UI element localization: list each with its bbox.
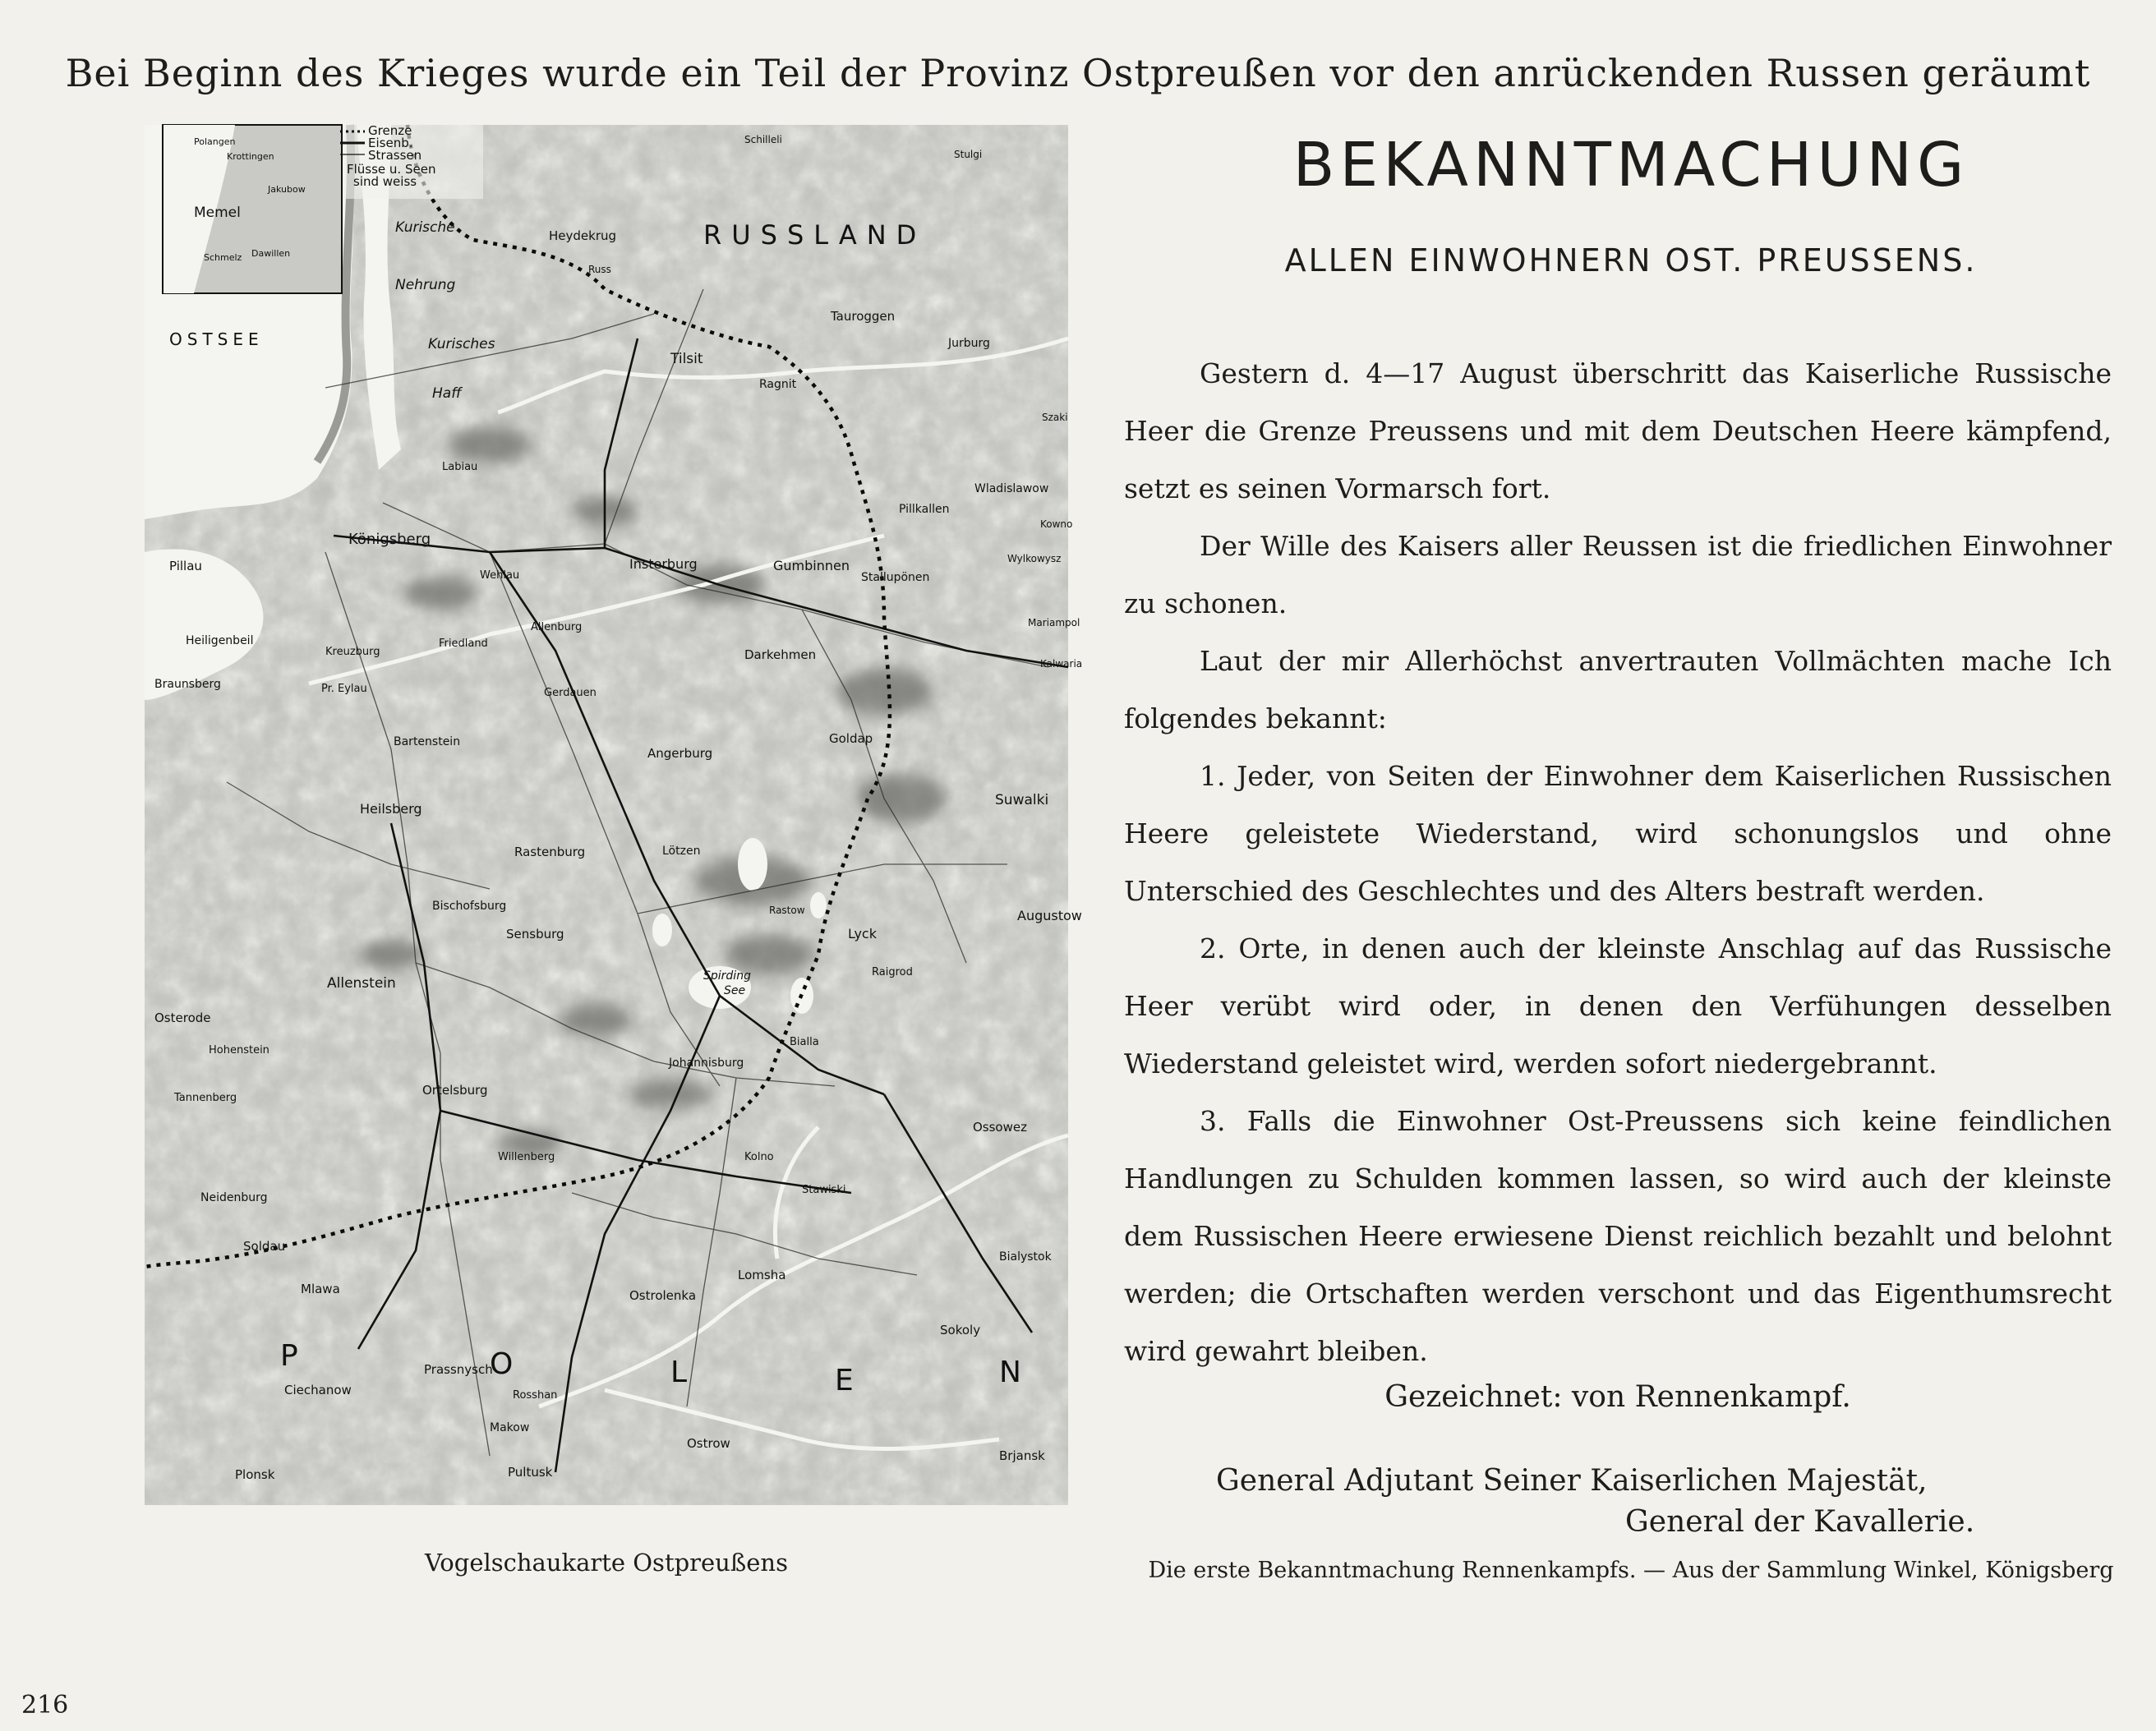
rank-line-2: General der Kavallerie. [1625, 1505, 1975, 1539]
inset-place: Jakubow [268, 184, 306, 195]
place-label: Kreuzburg [325, 646, 380, 658]
place-label: Wehlau [480, 569, 520, 582]
place-label: Rosshan [513, 1389, 558, 1402]
notice-body [1124, 345, 2112, 1380]
place-label: Königsberg [348, 531, 431, 548]
place-label: Rastenburg [514, 845, 586, 859]
nehrung-label-1: Kurische [395, 219, 455, 236]
bird-eye-map [145, 123, 1083, 1505]
place-label: Ragnit [759, 378, 797, 391]
place-label: Makow [490, 1421, 530, 1434]
place-label: Goldap [829, 731, 873, 746]
place-label: Stulgi [954, 149, 983, 160]
legend-grenze: Grenze [368, 123, 412, 138]
legend-note1: Flüsse u. Seen [347, 162, 436, 177]
inset-place: Schmelz [204, 252, 242, 263]
polen-letter: P [280, 1339, 298, 1373]
polen-letter: O [490, 1347, 514, 1381]
notice-paragraph: 1. Jeder, von Seiten der Einwohner dem Kaiserlichen Russischen Heere geleistete Wiederstand, wird schonungslos und ohne Unterschied des Geschlechtes und des Alters bestraft werden. [1124, 760, 2112, 907]
place-label: Kowno [1040, 518, 1073, 530]
place-label: Augustow [1017, 908, 1082, 923]
russland-label: RUSSLAND [703, 219, 927, 251]
place-label: Hohenstein [209, 1044, 270, 1057]
place-label: Raigrod [872, 966, 913, 978]
place-label: Bialla [790, 1036, 819, 1048]
place-label: Tilsit [670, 351, 703, 367]
place-label: Pillau [169, 559, 202, 573]
place-label: Prassnysch [424, 1362, 493, 1377]
place-label: Pultusk [508, 1465, 553, 1480]
place-label: Lyck [848, 926, 877, 941]
notice-title: BEKANNTMACHUNG [1292, 130, 1969, 200]
place-label: Neidenburg [200, 1191, 268, 1204]
place-label: Labiau [442, 461, 478, 473]
place-label: Tannenberg [174, 1092, 237, 1104]
place-label: Gumbinnen [773, 558, 850, 573]
place-label: Wladislawow [974, 482, 1049, 495]
ostsee-label: OSTSEE [169, 329, 264, 349]
place-label: Gerdauen [544, 687, 597, 699]
haff-label-2: Haff [432, 385, 462, 402]
inset-place: Krottingen [227, 151, 274, 162]
inset-place: Dawillen [251, 248, 291, 259]
polen-letter: N [999, 1356, 1021, 1389]
place-label: Ciechanow [284, 1383, 352, 1397]
map-caption: Vogelschaukarte Ostpreußens [425, 1549, 788, 1577]
legend-note2: sind weiss [353, 174, 417, 189]
legend-strassen: Strassen [368, 148, 422, 163]
place-label: Heiligenbeil [186, 634, 254, 647]
notice-paragraph: 2. Orte, in denen auch der kleinste Anschlag auf das Russische Heer verübt wird oder, in denen den Verfühungen desselben Wiederstand geleistet wird, werden sofort niedergebrannt. [1124, 932, 2112, 1080]
place-label: Heilsberg [360, 801, 422, 817]
place-label: Insterburg [629, 556, 698, 572]
place-label: Schilleli [744, 134, 782, 145]
place-label: Darkehmen [744, 647, 817, 662]
place-label: Allenstein [327, 975, 396, 992]
place-label: Bartenstein [394, 735, 461, 748]
place-label: Mariampol [1028, 617, 1080, 628]
map-canvas [145, 123, 1083, 1505]
inset-place: Polangen [194, 136, 236, 147]
place-label: Braunsberg [154, 678, 221, 691]
place-label: Wylkowysz [1007, 553, 1062, 564]
place-label: Stallupönen [861, 571, 930, 584]
place-label: Lomsha [738, 1268, 786, 1282]
place-label: Sensburg [506, 927, 564, 941]
place-label: Szaki [1042, 412, 1068, 423]
place-label: Russ [588, 264, 611, 275]
notice-paragraph: 3. Falls die Einwohner Ost-Preussens sich keine feindlichen Handlungen zu Schulden kommen lassen, so wird auch der kleinste dem Russischen Heere erwiesene Dienst reichlich bezahlt und belohnt werden; die Ortschaften werden verschont und das Eigenthumsrecht wird gewahrt bleiben. [1124, 1105, 2112, 1367]
polen-letter: L [670, 1356, 688, 1389]
place-label: Heydekrug [549, 228, 617, 243]
notice-caption: Die erste Bekanntmachung Rennenkampfs. — Aus der Sammlung Winkel, Königsberg [1148, 1558, 2114, 1583]
place-label: Ostrolenka [629, 1288, 697, 1303]
nehrung-label-2: Nehrung [395, 277, 456, 293]
place-label: Tauroggen [831, 309, 896, 324]
place-label: Kalwaria [1040, 658, 1083, 670]
notice-subtitle: ALLEN EINWOHNERN OST. PREUSSENS. [1284, 242, 1978, 279]
place-label: Osterode [154, 1011, 211, 1025]
spirding-label-2: See [724, 984, 746, 997]
place-label: Johannisburg [669, 1057, 744, 1070]
signature-line: Gezeichnet: von Rennenkampf. [1384, 1380, 1851, 1414]
spirding-label-1: Spirding [703, 969, 751, 983]
place-label: Pillkallen [899, 503, 950, 516]
place-label: Stawiski [802, 1184, 846, 1196]
polen-letter: E [835, 1364, 854, 1397]
page-heading: Bei Beginn des Krieges wurde ein Teil der Provinz Ostpreußen vor den anrückenden Russen geräumt [65, 51, 2091, 95]
place-label: Ostrow [687, 1436, 730, 1451]
inset-map [163, 125, 342, 293]
place-label: Ossowez [973, 1120, 1027, 1135]
notice-paragraph: Gestern d. 4—17 August überschritt das Kaiserliche Russische Heer die Grenze Preussens und mit dem Deutschen Heere kämpfend, setzt es seinen Vormarsch fort. [1124, 357, 2112, 504]
haff-label-1: Kurisches [428, 336, 495, 352]
notice-paragraph: Laut der mir Allerhöchst anvertrauten Vollmächten mache Ich folgendes bekannt: [1124, 645, 2112, 734]
place-label: Mlawa [301, 1282, 340, 1296]
inset-place: Memel [194, 205, 241, 221]
place-label: Pr. Eylau [321, 683, 367, 695]
notice-paragraph: Der Wille des Kaisers aller Reussen ist die friedlichen Einwohner zu schonen. [1124, 530, 2112, 619]
page-number: 216 [21, 1691, 69, 1719]
place-label: Bialystok [999, 1250, 1052, 1264]
place-label: Angerburg [647, 746, 713, 761]
place-label: Suwalki [995, 792, 1049, 808]
legend-eisenbahn: Eisenb. [368, 136, 413, 150]
place-label: Soldau [243, 1239, 286, 1254]
place-label: Willenberg [498, 1151, 555, 1163]
place-label: Kolno [744, 1151, 774, 1163]
place-label: Allenburg [531, 621, 583, 633]
map-legend [340, 123, 483, 199]
place-label: Friedland [439, 638, 488, 650]
rank-line-1: General Adjutant Seiner Kaiserlichen Majestät, [1216, 1464, 1928, 1498]
place-label: Sokoly [940, 1323, 981, 1337]
place-label: Ortelsburg [422, 1083, 488, 1098]
place-label: Brjansk [999, 1448, 1045, 1463]
place-label: Bischofsburg [432, 900, 507, 913]
place-label: Lötzen [662, 845, 701, 858]
place-label: Jurburg [948, 337, 990, 350]
place-label: Plonsk [235, 1467, 275, 1482]
place-label: Rastow [769, 905, 805, 916]
